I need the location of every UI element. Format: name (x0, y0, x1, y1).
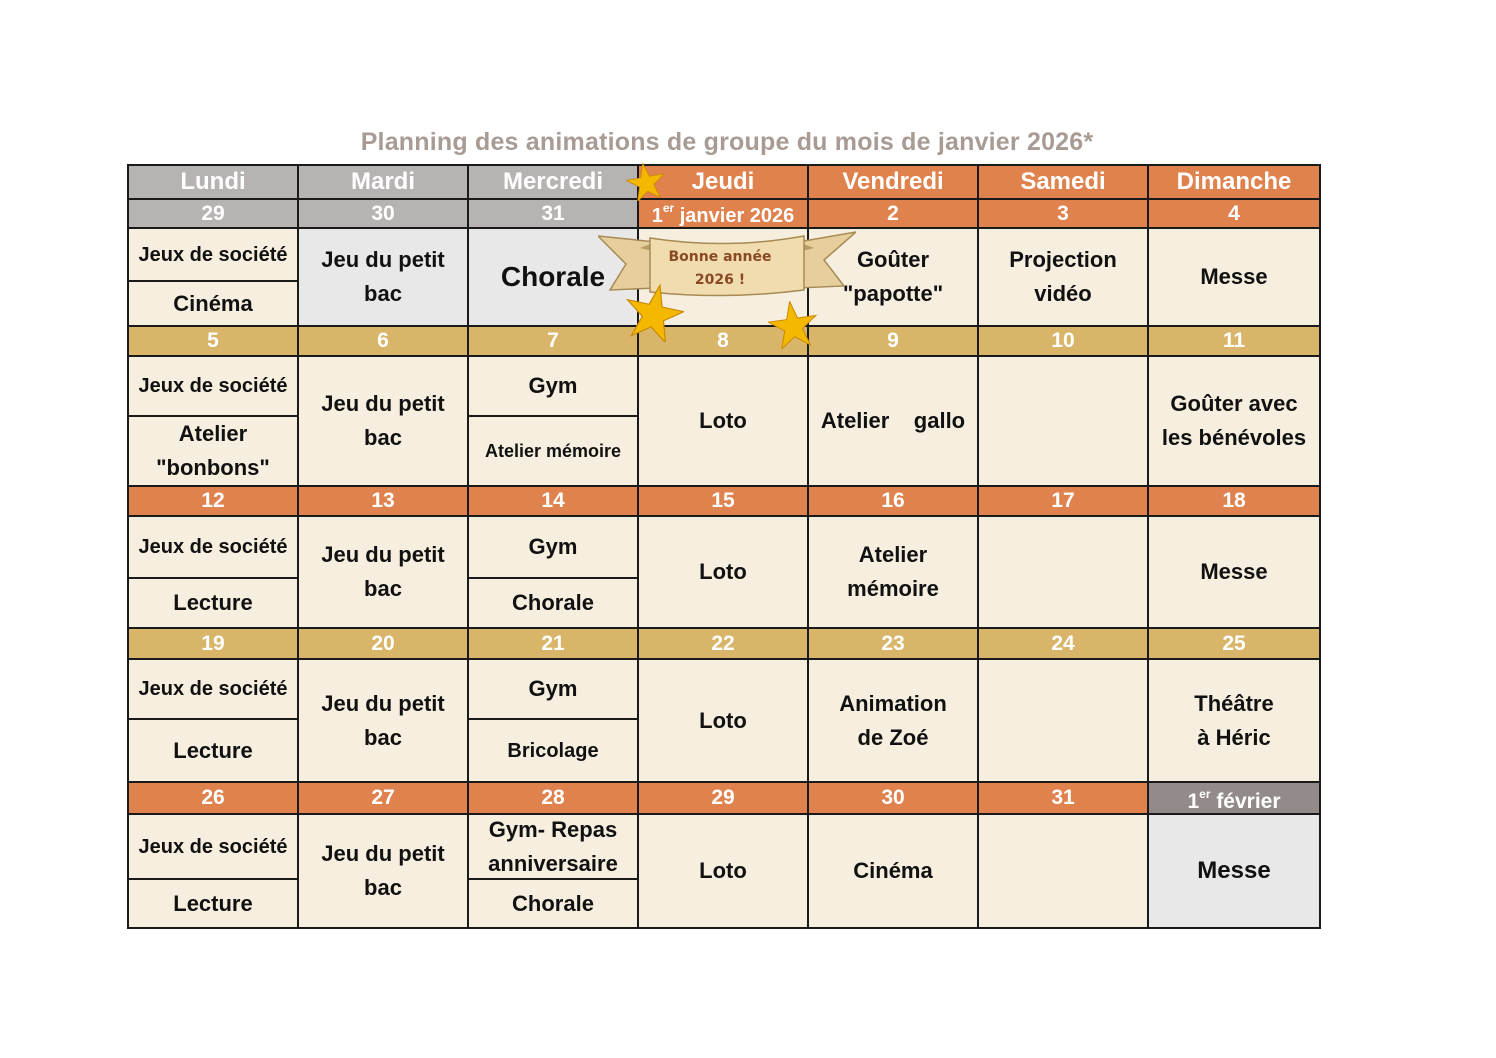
activity-cell: Chorale (467, 227, 639, 327)
date-cell: 19 (127, 627, 299, 660)
date-cell: 29 (637, 781, 809, 815)
date-cell-first-february: 1er février (1147, 781, 1321, 815)
activity-cell: Loto (637, 813, 809, 929)
activity-cell: Messe (1147, 515, 1321, 629)
activity-cell: Chorale (467, 878, 639, 929)
date-cell: 7 (467, 325, 639, 357)
activity-cell: Jeux de société (127, 227, 299, 282)
date-cell: 26 (127, 781, 299, 815)
date-cell: 18 (1147, 485, 1321, 517)
date-cell: 23 (807, 627, 979, 660)
activity-cell: Lecture (127, 718, 299, 783)
activity-cell: Jeu du petit bac (297, 658, 469, 783)
activity-cell: Jeux de société (127, 515, 299, 579)
date-cell: 25 (1147, 627, 1321, 660)
activity-cell: Atelier "bonbons" (127, 415, 299, 487)
activity-cell: Lecture (127, 577, 299, 629)
activity-cell: Jeu du petit bac (297, 227, 469, 327)
day-header-jeudi: Jeudi (637, 164, 809, 200)
date-cell: 31 (977, 781, 1149, 815)
activity-cell-empty (977, 515, 1149, 629)
date-cell: 9 (807, 325, 979, 357)
activity-cell: Goûter "papotte" (807, 227, 979, 327)
date-cell: 31 (467, 198, 639, 229)
day-header-lundi: Lundi (127, 164, 299, 200)
star-icon (624, 284, 684, 342)
date-cell: 2 (807, 198, 979, 229)
day-header-samedi: Samedi (977, 164, 1149, 200)
date-cell: 17 (977, 485, 1149, 517)
date-cell: 8 (637, 325, 809, 357)
activity-cell-empty (977, 658, 1149, 783)
date-cell: 4 (1147, 198, 1321, 229)
activity-cell-empty (977, 813, 1149, 929)
activity-cell: Jeux de société (127, 658, 299, 720)
activity-cell: Chorale (467, 577, 639, 629)
date-cell: 6 (297, 325, 469, 357)
page-title: Planning des animations de groupe du mois de janvier 2026* (360, 128, 1094, 156)
activity-cell: Cinéma (127, 280, 299, 327)
activity-cell: Jeux de société (127, 813, 299, 880)
day-header-mardi: Mardi (297, 164, 469, 200)
activity-cell: Atelier gallo (807, 355, 979, 487)
date-cell: 16 (807, 485, 979, 517)
activity-cell: Cinéma (807, 813, 979, 929)
activity-cell: Gym- Repas anniversaire (467, 813, 639, 880)
activity-cell: Animation de Zoé (807, 658, 979, 783)
activity-cell: Atelier mémoire (807, 515, 979, 629)
activity-cell: Loto (637, 515, 809, 629)
date-cell: 22 (637, 627, 809, 660)
date-cell: 21 (467, 627, 639, 660)
date-cell: 28 (467, 781, 639, 815)
activity-cell: Messe (1147, 813, 1321, 929)
activity-cell: Bricolage (467, 718, 639, 783)
date-cell: 14 (467, 485, 639, 517)
date-cell: 24 (977, 627, 1149, 660)
activity-cell: Jeu du petit bac (297, 813, 469, 929)
date-cell: 10 (977, 325, 1149, 357)
activity-cell: Atelier mémoire (467, 415, 639, 487)
activity-cell: Jeux de société (127, 355, 299, 417)
date-cell: 27 (297, 781, 469, 815)
date-cell: 13 (297, 485, 469, 517)
date-cell: 11 (1147, 325, 1321, 357)
date-cell: 3 (977, 198, 1149, 229)
date-cell: 15 (637, 485, 809, 517)
activity-cell: Jeu du petit bac (297, 515, 469, 629)
activity-cell: Gym (467, 355, 639, 417)
activity-cell: Loto (637, 658, 809, 783)
star-icon (626, 163, 666, 201)
date-cell: 12 (127, 485, 299, 517)
activity-cell: Projection vidéo (977, 227, 1149, 327)
date-cell: 20 (297, 627, 469, 660)
day-header-dimanche: Dimanche (1147, 164, 1321, 200)
activity-cell: Théâtre à Héric (1147, 658, 1321, 783)
day-header-vendredi: Vendredi (807, 164, 979, 200)
activity-cell: Gym (467, 515, 639, 579)
activity-cell: Lecture (127, 878, 299, 929)
activity-cell: Goûter avec les bénévoles (1147, 355, 1321, 487)
date-cell: 5 (127, 325, 299, 357)
date-cell-first-january: 1er janvier 2026 (637, 198, 809, 229)
day-header-mercredi: Mercredi (467, 164, 639, 200)
activity-cell: Messe (1147, 227, 1321, 327)
date-cell: 30 (297, 198, 469, 229)
activity-cell: Gym (467, 658, 639, 720)
activity-cell: Loto (637, 355, 809, 487)
star-icon (768, 301, 818, 349)
banner-text: Bonne année 2026 ! (668, 249, 772, 288)
activity-cell-empty (977, 355, 1149, 487)
activity-cell: Jeu du petit bac (297, 355, 469, 487)
date-cell: 30 (807, 781, 979, 815)
date-cell: 29 (127, 198, 299, 229)
